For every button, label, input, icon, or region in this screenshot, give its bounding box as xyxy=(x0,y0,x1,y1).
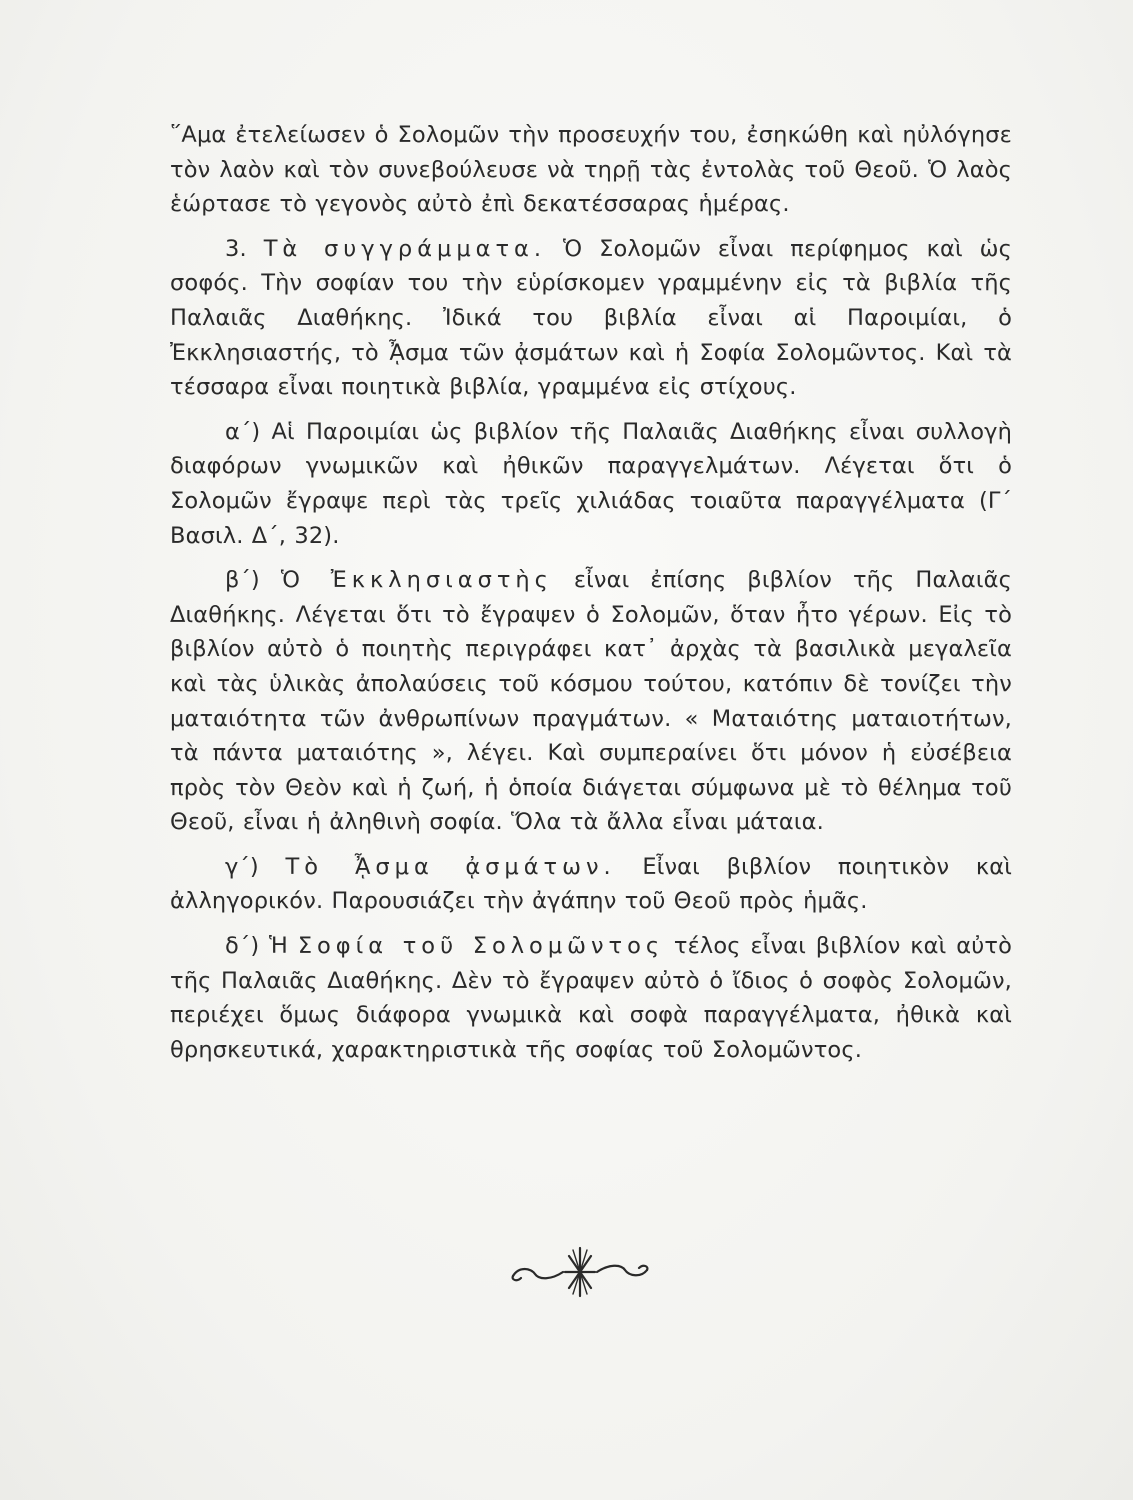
paragraph-prayer-end xyxy=(170,118,1012,222)
paragraph-ecclesiastes xyxy=(170,563,1012,840)
paragraph-text: Εἶναι βιβλίον ποιητικὸν καὶ ἀλληγορικόν. Παρουσιάζει τὴν ἀγάπην τοῦ Θεοῦ πρὸς ἡμᾶς. xyxy=(170,853,1012,915)
paragraph-text: γ΄) xyxy=(225,853,286,880)
paragraph-song-of-songs xyxy=(170,850,1012,919)
paragraph-wisdom-of-solomon xyxy=(170,929,1012,1067)
paragraph-text: δ΄) Ἡ xyxy=(225,933,298,960)
paragraph-text: α΄) Αἱ Παροιμίαι ὡς βιβλίον τῆς Παλαιᾶς Διαθήκης εἶναι συλλογὴ διαφόρων γνωμικῶν καὶ ἠθικῶν παραγγελμάτων. Λέγεται ὅτι ὁ Σολομῶν ἔγραψε περὶ τὰς τρεῖς χιλιάδας τοιαῦτα παραγγέλματα (Γ΄ Βασιλ. Δ΄, 32). xyxy=(170,418,1012,549)
spaced-heading-text: Τὸ ᾎσμα ᾀσμάτων. xyxy=(285,853,616,880)
spaced-heading-text: Ὁ Ἐκκλησιαστὴς xyxy=(280,567,553,594)
paragraph-text: β΄) xyxy=(225,567,281,594)
paragraph-text: εἶναι ἐπίσης βιβλίον τῆς Παλαιᾶς Διαθήκης. Λέγεται ὅτι τὸ ἔγραψεν ὁ Σολομῶν, ὅταν ἦτο γέρων. Εἰς τὸ βιβλίον αὐτὸ ὁ ποιητὴς περιγράφει κατ᾽ ἀρχὰς τὰ βασιλικὰ μεγαλεῖα καὶ τὰς ὑλικὰς ἀπολαύσεις τοῦ κόσμου τούτου, κατόπιν δὲ τονίζει τὴν ματαιότητα τῶν ἀνθρωπίνων πραγμάτων. « Ματαιότης ματαιοτήτων, τὰ πάντα ματαιότης », λέγει. Καὶ συμπεραίνει ὅτι μόνον ἡ εὐσέβεια πρὸς τὸν Θεὸν καὶ ἡ ζωή, ἡ ὁποία διάγεται σύμφωνα μὲ τὸ θέλημα τοῦ Θεοῦ, εἶναι ἡ ἀληθινὴ σοφία. Ὅλα τὰ ἄλλα εἶναι μάταια. xyxy=(170,567,1013,836)
paragraph-text: τέλος εἶναι βιβλίον καὶ αὐτὸ τῆς Παλαιᾶς Διαθήκης. Δὲν τὸ ἔγραψεν αὐτὸ ὁ ἴδιος ὁ σοφὸς Σολομῶν, περιέχει ὅμως διάφορα γνωμικὰ καὶ σοφὰ παραγγέλματα, ἠθικὰ καὶ θρησκευτικά, χαρακτηριστικὰ τῆς σοφίας τοῦ Σολομῶντος. xyxy=(170,933,1013,1063)
paragraph-proverbs xyxy=(170,415,1012,553)
fleuron-icon xyxy=(505,1242,655,1302)
spaced-heading-text: Τὰ συγγράμματα. xyxy=(263,235,547,262)
paragraph-text: Ὁ Σολομῶν εἶναι περίφημος καὶ ὡς σοφός. Τὴν σοφίαν του τὴν εὑρίσκομεν γραμμένην εἰς τὰ βιβλία τῆς Παλαιᾶς Διαθήκης. Ἰδικά του βιβλία εἶναι αἱ Παροιμίαι, ὁ Ἐκκλησιαστής, τὸ ᾎσμα τῶν ᾀσμάτων καὶ ἡ Σοφία Σολομῶντος. Καὶ τὰ τέσσαρα εἶναι ποιητικὰ βιβλία, γραμμένα εἰς στίχους. xyxy=(170,235,1012,401)
spaced-heading-text: Σοφία τοῦ Σολομῶντος xyxy=(297,933,665,960)
paragraph-text: 3. xyxy=(225,235,264,262)
body-text xyxy=(170,118,1012,1077)
paragraph-text: ῞Αμα ἐτελείωσεν ὁ Σολομῶν τὴν προσευχήν του, ἐσηκώθη καὶ ηὐλόγησε τὸν λαὸν καὶ τὸν συνεβούλευσε νὰ τηρῇ τὰς ἐντολὰς τοῦ Θεοῦ. Ὁ λαὸς ἑώρτασε τὸ γεγονὸς αὐτὸ ἐπὶ δεκατέσσαρας ἡμέρας. xyxy=(170,122,1012,218)
paragraph-writings xyxy=(170,232,1012,405)
